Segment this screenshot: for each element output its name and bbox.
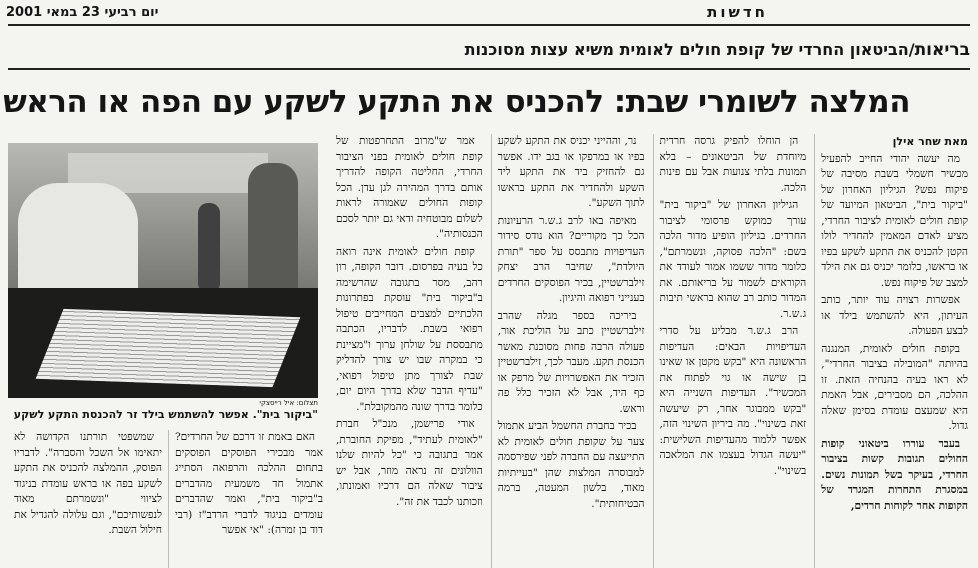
column-3 bbox=[491, 134, 645, 568]
headline: המלצה לשומרי שבת: להכניס את התקע לשקע עם הפה או הראש bbox=[3, 84, 910, 120]
paragraph: בעבר עוררו ביטאוני קופות החולים תגובות קשות בציבור החרדי, בעיקר בשל תמונות נשים. במסגרת התחרות המגרד של הקופות אחר לקוחות חרדים, bbox=[821, 437, 968, 512]
article-columns bbox=[330, 134, 968, 568]
under-photo-columns bbox=[8, 430, 323, 568]
paragraph: נר, וההייני יכניס את התקע לשקע בפיו או במרפקו או בגב ידו. אפשר גם להחזיק ביד את התקע ליד השקע ולהחדיר את התקע בראשו לתוך השקע". bbox=[497, 135, 645, 209]
top-rule bbox=[8, 24, 970, 26]
kicker-rule bbox=[8, 68, 970, 70]
paragraph: הן הוחלו להפיק גרסה חרדית מיוחדת של הביטאונים – בלא תמונות בלתי צנועות אבל עם פינות הלכה. bbox=[659, 135, 807, 194]
paragraph: אמר ש"מרוב התחרפטות של קופת חולים לאומית בפני הציבור החרדי, החליטה הקופה להדריך אותם בדרך המהירה לגן עדן. הכל קופות החולים שאמורה לראות לשלום מבוטחיה ודאי גם יותר לסכם הכנסותיה". bbox=[336, 135, 483, 240]
news-photo bbox=[8, 143, 318, 398]
kicker-separator: / bbox=[908, 40, 915, 59]
paragraph: הרב ג.ש.ר מבליע על סדרי העדיפויות הבאים: העדיפות הראשונה היא "בקש מקטן או שאינו בן שישה או גוי לפתוח את המכשיר". העדיפות השנייה היא "בקש ממבוגר אחר, רק שיעשה זאת בשינוי". מה ביריון השינוי הזה, אפשר ללמוד מהעדיפות השלישית: "יעשה הגדול בעצמו את המלאכה בשינוי". bbox=[659, 325, 807, 477]
kicker-text: הביטאון החרדי של קופת חולים לאומית משיא עצות מסוכנות bbox=[464, 40, 909, 59]
paragraph: קופת חולים לאומית אינה רואה כל בעיה בפרסום. דובר הקופה, רון רהב, מסר בתגובה שהרשימה ב"ביקור בית" עוסקת בפתרונות הלכתיים למצבים המחייבים טיפול רפואי בשבת. לדבריו, הכתבה מתבססת על שולחן ערוך ו"מציינת כי במקרה שבו יש צורך להדליק שבת לצורך מתן טיפול רפואי, "עדיף הדבר שלא בדרך היום יום, כלומר בדרך שונה מהמקובלת". bbox=[336, 245, 483, 413]
section-name: חדשות bbox=[707, 3, 768, 21]
under-column-1 bbox=[168, 430, 323, 568]
photo-caption: "ביקור בית". אפשר להשתמש בילד זר להכנסת התקע לשקע bbox=[13, 408, 318, 421]
paragraph: בקופת חולים לאומית, המנגנה בהיותה "המובילה בציבור החרדי", לא ראו בעיה בהנחיה הזאת. זו ההלכה, הם מסבירים, אבל האמת היא שמעצם עומדת בסימן שאלה גדול. bbox=[821, 342, 968, 432]
paper-date: יום רביעי 23 במאי 2001 bbox=[6, 4, 159, 20]
top-bar bbox=[0, 0, 978, 24]
column-1 bbox=[814, 134, 968, 568]
paragraph: מאיפה באו לרב ג.ש.ר הרעיונות הכל כך מקוריים? הוא נודס סידור העדיפויות מתבסס על ספר "תורת היולדת", שחיבר הרב יצחק זילברשטיין, בכיר הפוסקים החרדים בענייני רפואה והיגיון. bbox=[497, 214, 645, 304]
paragraph: אודי פרישמן, מנכ"ל חברת "לאומית לעתיד", מפיקת החוברת, אמר בתגובה כי "כל להיות שלנו הוולונים זה נראה מוזר, אבל יש ציבור שאלה הם דרכיו ואמונתו, וזכותנו לכבד את זה". bbox=[336, 418, 483, 508]
paragraph: אפשרות רצויה עוד יותר, כותב העיתון, היא להשתמש בילד או לבצע הפעולה. bbox=[821, 294, 968, 337]
paragraph: הגיליון האחרון של "ביקור בית" עורך כמוקש פרסומי לציבור החרדים. בגיליון הופיע מדור הלכה בשם: "הלכה פסוקה, ונשמרתם", כלומר מדור ששמו אמור לעודד את הקוראים לשמור על בריאותם. את המדור כותב רב שהוא בראשי תיבות ג.ש.ר. bbox=[659, 199, 807, 320]
kicker-label: בריאות bbox=[914, 40, 970, 60]
photo-newspaper bbox=[36, 309, 301, 387]
paragraph: ביריכה בספר מגלה שהרב זילברשטיין כתב על הוליכת אור, פעולה הרבה פחות מסוכנת מאשר הכנסת תקע. מעבר לכך, זילברשטיין הזכיר את האפשרויות של מרפק או כף היד, אבל לא הזכיר כלל פה וראש. bbox=[497, 309, 645, 415]
photo-background-person bbox=[198, 203, 220, 293]
column-2 bbox=[653, 134, 807, 568]
paragraph: מה יעשה יהודי החייב להפעיל מכשיר חשמלי בשבת מסיבה של פיקוח נפש? הגיליון האחרון של "ביקור בית", הביטאון המיועד של קופת חולים לאומית לציבור החרדי, מציע לאדם המאמין להחדיר לולו הקטן להכניס את התקע לשקע בפיו או בראשו, כלומר יכניס גם את הילד למצב של פיקוח נפש. bbox=[821, 152, 968, 289]
kicker bbox=[400, 40, 970, 60]
byline: מאת שחר אילן bbox=[892, 135, 968, 148]
column-4 bbox=[330, 134, 483, 568]
photo-credit: תצלום: איל רייסצקי bbox=[259, 399, 318, 407]
paragraph: האם באמת זו דרכם של החרדים? אמר מבכירי הפוסקים הפוסקים בתחום ההלכה והרפואה הסתייג אתמול חד משמעית מהדברים ב"ביקור בית", ואמר שהדברים עומדים בניגוד לדברי הרדב"ז (רבי דוד בן זמרה): "אי אפשר bbox=[175, 431, 323, 536]
paragraph: שמשפטי תורתנו הקדושה לא יתאימו אל השכל והסברה". לדבריו הפוסק, ההמלצה להכניס את התקע לשקע בפה או בראש עומדת בניגוד לציווי "ונשמרתם מאוד לנפשותיכם", וגם עלולה להגדיל את חילול השבת. bbox=[14, 431, 162, 536]
paragraph: בכיר בחברת החשמל הביע אתמול צער על שקופת חולים לאומית לא התייעצה עם החברה לפני שפירסמה למבוסרה המלצות שהן "בעייתיות מאוד, בלשון המעטה, ברמה הבטיחותית". bbox=[497, 420, 645, 510]
under-column-2 bbox=[8, 430, 162, 568]
